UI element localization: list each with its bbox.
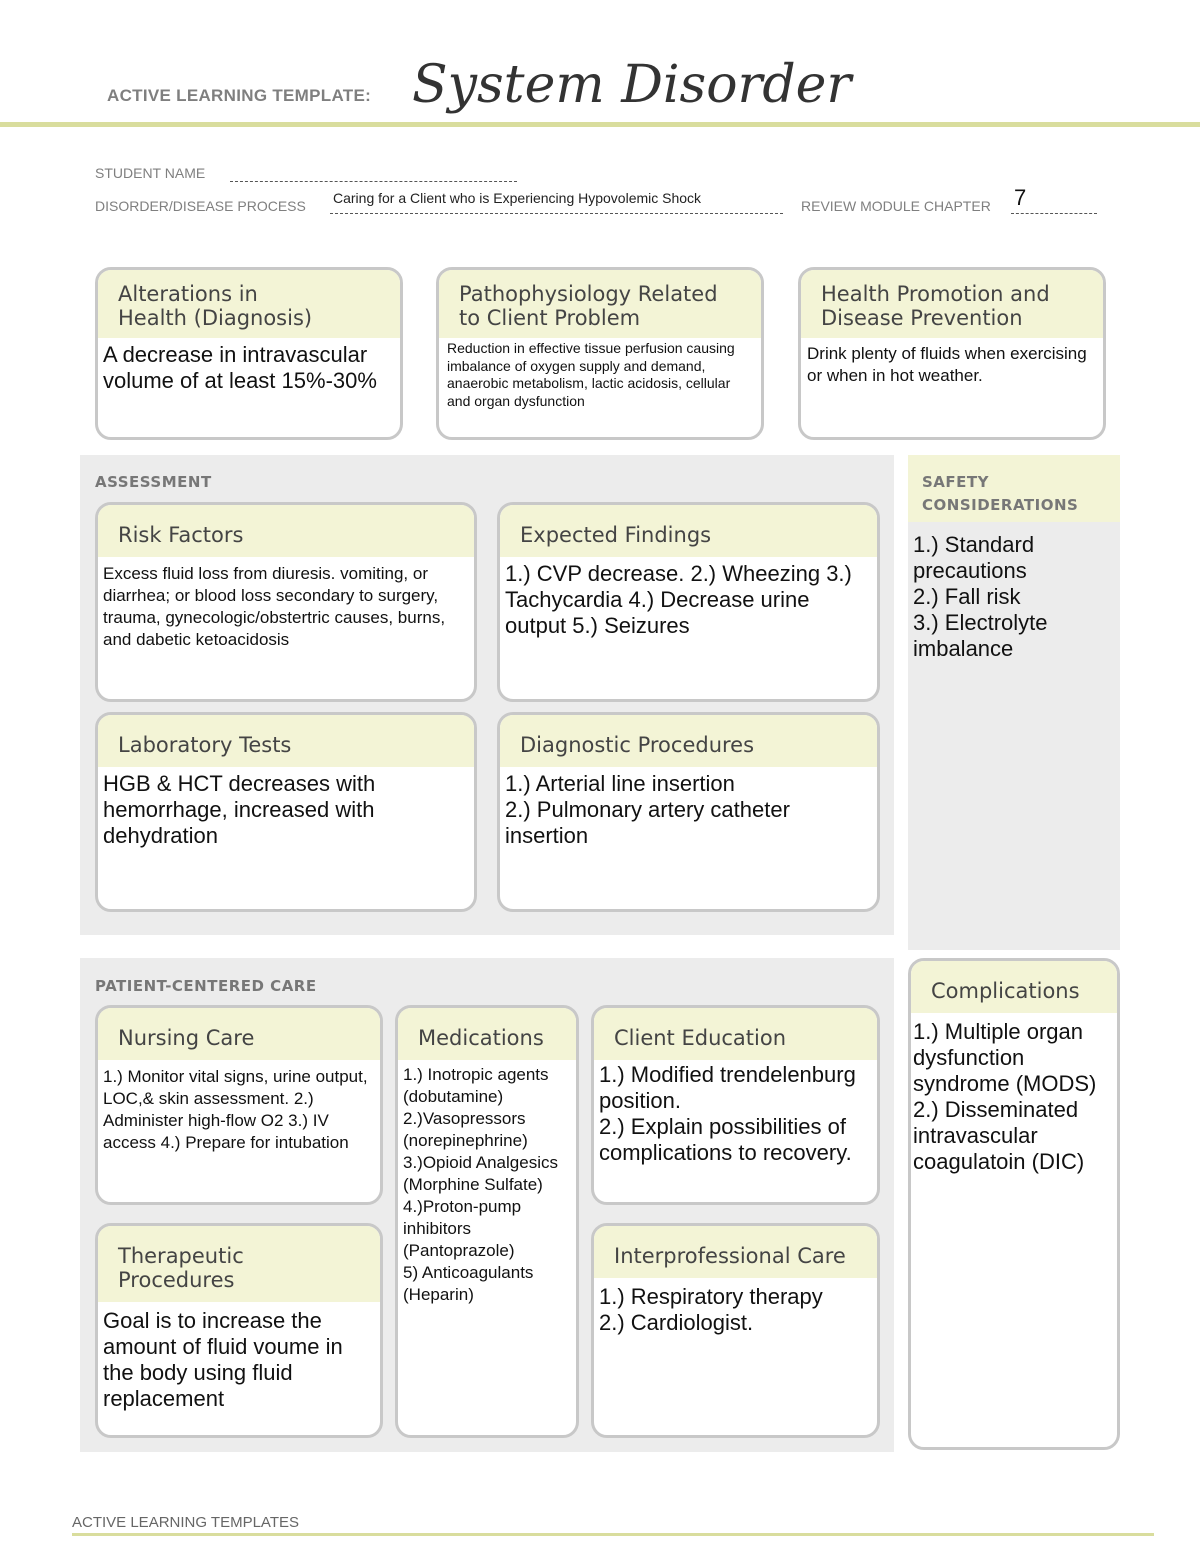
safety-heading bbox=[908, 455, 1120, 522]
medication-item: 5) Anticoagulants (Heparin) bbox=[403, 1263, 534, 1304]
patient-care-title: PATIENT-CENTERED CARE bbox=[95, 977, 317, 995]
health-promotion-title-line1: Health Promotion and bbox=[821, 282, 1050, 306]
safety-item: 3.) Electrolyte imbalance bbox=[913, 610, 1048, 661]
safety-section bbox=[908, 455, 1120, 950]
pathophysiology-heading bbox=[439, 270, 761, 338]
safety-title-line1: SAFETY bbox=[922, 473, 989, 491]
disorder-label: DISORDER/DISEASE PROCESS bbox=[95, 198, 306, 214]
student-name-label: STUDENT NAME bbox=[95, 165, 206, 181]
diagnostic-procedures-text bbox=[500, 767, 877, 853]
interprofessional-care-line1: 1.) Respiratory therapy bbox=[599, 1284, 823, 1309]
pathophysiology-text: Reduction in effective tissue perfusion causing imbalance of oxygen supply and demand, anaerobic metabolism, lactic acidosis, cellular and organ dysfunction bbox=[447, 340, 735, 409]
assessment-title: ASSESSMENT bbox=[95, 473, 212, 491]
medications-box bbox=[395, 1005, 579, 1438]
alterations-in-health-box bbox=[95, 267, 403, 440]
client-education-line2: 2.) Explain possibilities of complications to recovery. bbox=[599, 1114, 852, 1165]
expected-findings-heading: Expected Findings bbox=[500, 505, 877, 557]
complications-list bbox=[911, 1013, 1117, 1181]
expected-findings-box bbox=[497, 502, 880, 702]
therapeutic-procedures-text: Goal is to increase the amount of fluid voume in the body using fluid replacement bbox=[103, 1308, 343, 1411]
medications-list bbox=[398, 1060, 576, 1310]
client-education-heading: Client Education bbox=[594, 1008, 877, 1060]
student-name-field[interactable] bbox=[230, 181, 517, 182]
chapter-value: 7 bbox=[1014, 185, 1027, 210]
client-education-line1: 1.) Modified trendelenburg position. bbox=[599, 1062, 856, 1113]
risk-factors-text: Excess fluid loss from diuresis. vomiting, or diarrhea; or blood loss secondary to surgery, trauma, gynecologic/obstertric causes, burns, and dabetic ketoacidosis bbox=[103, 564, 446, 649]
complications-heading: Complications bbox=[911, 961, 1117, 1013]
health-promotion-box bbox=[798, 267, 1106, 440]
interprofessional-care-text bbox=[594, 1278, 877, 1342]
laboratory-tests-box bbox=[95, 712, 477, 912]
client-education-box bbox=[591, 1005, 880, 1205]
diagnostic-procedures-line1: 1.) Arterial line insertion bbox=[505, 771, 735, 796]
safety-item: 2.) Fall risk bbox=[913, 584, 1021, 609]
alterations-heading bbox=[98, 270, 400, 338]
complications-box bbox=[908, 958, 1120, 1450]
medication-item: 4.)Proton-pump inhibitors (Pantoprazole) bbox=[403, 1197, 522, 1260]
expected-findings-text: 1.) CVP decrease. 2.) Wheezing 3.) Tachycardia 4.) Decrease urine output 5.) Seizures bbox=[505, 561, 852, 638]
nursing-care-heading: Nursing Care bbox=[98, 1008, 380, 1060]
template-label: ACTIVE LEARNING TEMPLATE: bbox=[107, 86, 372, 105]
complication-item: 1.) Multiple organ dysfunction syndrome (MODS) bbox=[913, 1019, 1097, 1096]
page-title: System Disorder bbox=[412, 55, 852, 115]
medications-heading: Medications bbox=[398, 1008, 576, 1060]
health-promotion-title-line2: Disease Prevention bbox=[821, 306, 1023, 330]
pathophysiology-title-line1: Pathophysiology Related bbox=[459, 282, 718, 306]
pathophysiology-box bbox=[436, 267, 764, 440]
medication-item: 3.)Opioid Analgesics (Morphine Sulfate) bbox=[403, 1153, 558, 1194]
alterations-title-line2: Health (Diagnosis) bbox=[118, 306, 313, 330]
disorder-field[interactable] bbox=[330, 213, 783, 214]
interprofessional-care-box bbox=[591, 1223, 880, 1438]
medication-item: 1.) Inotropic agents (dobutamine) bbox=[403, 1065, 549, 1106]
chapter-label: REVIEW MODULE CHAPTER bbox=[801, 198, 991, 214]
safety-title-line2: CONSIDERATIONS bbox=[922, 496, 1079, 514]
interprofessional-care-heading: Interprofessional Care bbox=[594, 1226, 877, 1278]
safety-list bbox=[913, 532, 1113, 662]
therapeutic-procedures-heading: Therapeutic Procedures bbox=[98, 1226, 380, 1302]
chapter-field[interactable] bbox=[1011, 213, 1097, 214]
interprofessional-care-line2: 2.) Cardiologist. bbox=[599, 1310, 754, 1335]
diagnostic-procedures-line2: 2.) Pulmonary artery catheter insertion bbox=[505, 797, 790, 848]
risk-factors-box bbox=[95, 502, 477, 702]
pathophysiology-title-line2: to Client Problem bbox=[459, 306, 641, 330]
nursing-care-text: 1.) Monitor vital signs, urine output, LOC,& skin assessment. 2.) Administer high-flow O2 3.) IV access 4.) Prepare for intubation bbox=[103, 1067, 368, 1152]
complication-item: 2.) Disseminated intravascular coagulatoin (DIC) bbox=[913, 1097, 1085, 1174]
disorder-value: Caring for a Client who is Experiencing Hypovolemic Shock bbox=[333, 190, 702, 206]
alterations-title-line1: Alterations in bbox=[118, 282, 258, 306]
diagnostic-procedures-box bbox=[497, 712, 880, 912]
therapeutic-procedures-box bbox=[95, 1223, 383, 1438]
health-promotion-text: Drink plenty of fluids when exercising or when in hot weather. bbox=[807, 344, 1087, 385]
header-rule bbox=[0, 122, 1200, 127]
laboratory-tests-text: HGB & HCT decreases with hemorrhage, increased with dehydration bbox=[103, 771, 376, 848]
laboratory-tests-heading: Laboratory Tests bbox=[98, 715, 474, 767]
footer-label: ACTIVE LEARNING TEMPLATES bbox=[72, 1514, 299, 1531]
diagnostic-procedures-heading: Diagnostic Procedures bbox=[500, 715, 877, 767]
footer-rule bbox=[72, 1533, 1154, 1536]
safety-item: 1.) Standard precautions bbox=[913, 532, 1035, 583]
medication-item: 2.)Vasopressors (norepinephrine) bbox=[403, 1109, 528, 1150]
client-education-text bbox=[594, 1060, 877, 1168]
alterations-text: A decrease in intravascular volume of at least 15%-30% bbox=[103, 342, 377, 393]
health-promotion-heading bbox=[801, 270, 1103, 338]
risk-factors-heading: Risk Factors bbox=[98, 505, 474, 557]
nursing-care-box bbox=[95, 1005, 383, 1205]
